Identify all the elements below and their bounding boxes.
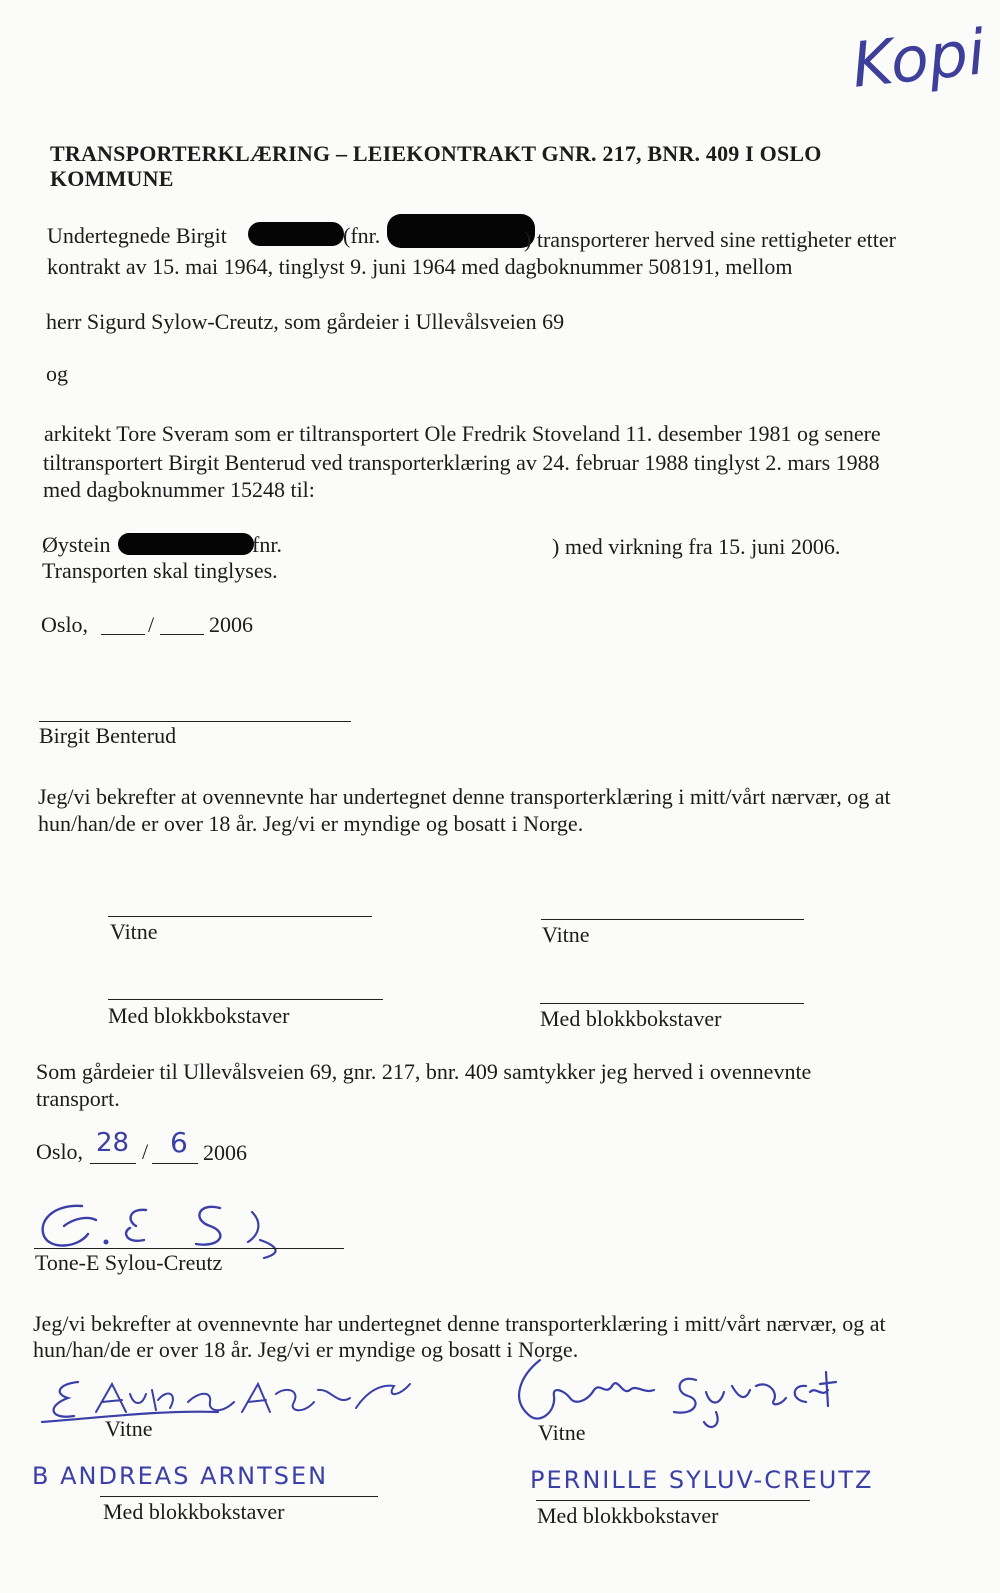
confirm1-line2: hun/han/de er over 18 år. Jeg/vi er myndige og bosatt i Norge.	[38, 811, 584, 836]
block1-right-label: Med blokkbokstaver	[540, 1006, 722, 1031]
recipient-fnr: fnr.	[252, 532, 282, 557]
para1-line2: kontrakt av 15. mai 1964, tinglyst 9. juni 1964 med dagboknummer 508191, mellom	[47, 254, 793, 279]
date1-separator: /	[148, 612, 155, 637]
confirm1-line1: Jeg/vi bekrefter at ovennevnte har undertegnet denne transporterklæring i mitt/vårt nærvær, og at	[38, 784, 891, 809]
date2-place: Oslo,	[36, 1139, 84, 1164]
signer1-name: Birgit Benterud	[39, 723, 177, 748]
witness1-right-label: Vitne	[542, 922, 590, 947]
date2-separator: /	[142, 1139, 149, 1164]
witness-left-signature	[38, 1372, 418, 1432]
recipient-line2: Transporten skal tinglyses.	[42, 558, 278, 583]
date1-place: Oslo,	[41, 612, 89, 637]
witness2-right-block-name: PERNILLE SYLUV-CREUTZ	[530, 1466, 874, 1494]
date1-day-blank	[101, 634, 145, 635]
witness1-left-line	[108, 916, 372, 917]
witness1-left-label: Vitne	[110, 919, 158, 944]
block1-left-line	[108, 999, 383, 1000]
handwritten-kopi-note: Kopi	[848, 15, 989, 102]
redaction-surname	[248, 222, 344, 246]
block2-left-line	[100, 1496, 378, 1497]
block2-right-line	[536, 1500, 810, 1501]
document-title-line2: KOMMUNE	[50, 166, 174, 191]
recipient-effective: ) med virkning fra 15. juni 2006.	[552, 534, 841, 559]
date2-year: 2006	[203, 1140, 247, 1165]
party2-line3: med dagboknummer 15248 til:	[43, 477, 315, 502]
block1-right-line	[540, 1003, 804, 1004]
confirm2-line2: hun/han/de er over 18 år. Jeg/vi er myndige og bosatt i Norge.	[33, 1337, 579, 1362]
block2-right-label: Med blokkbokstaver	[537, 1503, 719, 1528]
block1-left-label: Med blokkbokstaver	[108, 1003, 290, 1028]
owner-consent-line2: transport.	[36, 1086, 120, 1111]
date2-day-line	[90, 1163, 136, 1164]
owner-consent-line1: Som gårdeier til Ullevålsveien 69, gnr. 217, bnr. 409 samtykker jeg herved i ovennevnte	[36, 1059, 812, 1084]
recipient-name: Øystein	[42, 532, 111, 557]
signer2-name: Tone-E Sylou-Creutz	[35, 1250, 223, 1275]
date2-month-line	[152, 1163, 198, 1164]
party1-text: herr Sigurd Sylow-Creutz, som gårdeier i Ullevålsveien 69	[46, 309, 565, 334]
witness1-right-line	[541, 919, 804, 920]
date2-month-handwritten: 6	[170, 1126, 188, 1159]
og-text: og	[46, 361, 68, 386]
party2-line1: arkitekt Tore Sveram som er tiltransportert Ole Fredrik Stoveland 11. desember 1981 og senere	[44, 421, 881, 446]
redaction-fnr	[387, 214, 535, 248]
party2-line2: tiltransportert Birgit Benterud ved transporterklæring av 24. februar 1988 tinglyst 2. mars 1988	[43, 450, 880, 475]
para1-fnr: (fnr.	[343, 223, 381, 248]
date1-year: 2006	[209, 612, 253, 637]
witness2-left-block-name: B ANDREAS ARNTSEN	[32, 1462, 329, 1490]
document-title-line1: TRANSPORTERKLÆRING – LEIEKONTRAKT GNR. 217, BNR. 409 I OSLO	[50, 141, 822, 166]
confirm2-line1: Jeg/vi bekrefter at ovennevnte har undertegnet denne transporterklæring i mitt/vårt nærvær, og at	[33, 1311, 886, 1336]
block2-left-label: Med blokkbokstaver	[103, 1499, 285, 1524]
date1-month-blank	[160, 634, 204, 635]
date2-day-handwritten: 28	[96, 1128, 130, 1158]
witness2-right-label: Vitne	[538, 1420, 586, 1445]
para1-start: Undertegnede Birgit	[47, 223, 227, 248]
para1-end: ) transporterer herved sine rettigheter etter	[524, 227, 896, 252]
redaction-recipient-surname	[118, 533, 254, 555]
witness2-left-label: Vitne	[105, 1416, 153, 1441]
